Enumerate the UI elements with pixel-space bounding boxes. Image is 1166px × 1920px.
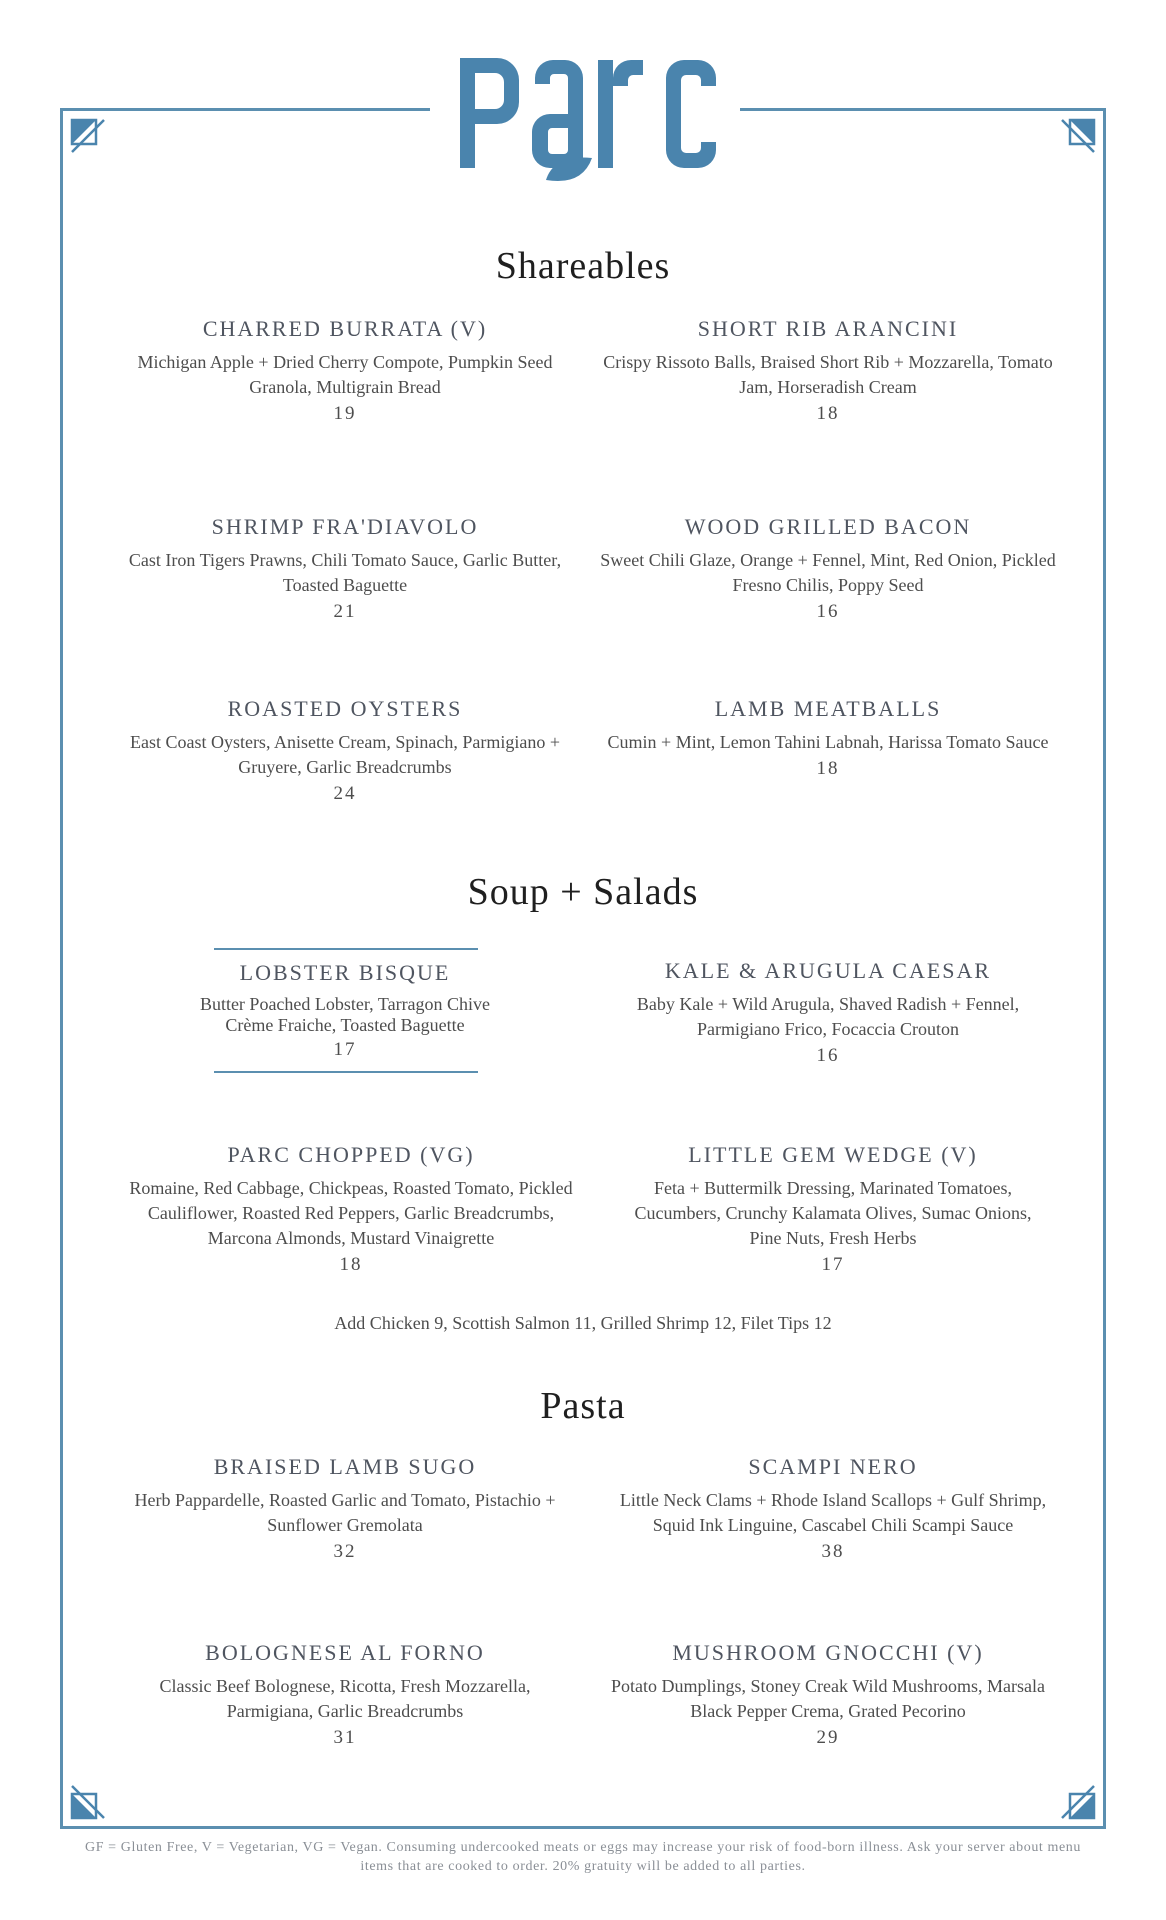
menu-item-featured (115, 960, 575, 1061)
menu-item (598, 1640, 1058, 1749)
item-description: Sweet Chili Glaze, Orange + Fennel, Mint, Red Onion, Pickled Fresno Chilis, Poppy Seed (600, 550, 1056, 595)
menu-item (598, 514, 1058, 623)
item-description: Cast Iron Tigers Prawns, Chili Tomato Sauce, Garlic Butter, Toasted Baguette (128, 550, 562, 595)
menu-item (128, 1142, 574, 1276)
corner-ornament-icon (1058, 116, 1098, 156)
feature-rule-top (214, 948, 478, 950)
item-description: Cumin + Mint, Lemon Tahini Labnah, Harissa Tomato Sauce (607, 732, 1049, 752)
menu-item (115, 696, 575, 805)
section-title-soup-salads: Soup + Salads (467, 871, 699, 913)
item-description: Feta + Buttermilk Dressing, Marinated Tomatoes, Cucumbers, Crunchy Kalamata Olives, Sumac Onions, Pine Nuts, Fresh Herbs (634, 1178, 1032, 1248)
corner-ornament-icon (1058, 1782, 1098, 1822)
menu-item (598, 316, 1058, 425)
menu-item (598, 696, 1058, 780)
salad-addons: Add Chicken 9, Scottish Salmon 11, Grilled Shrimp 12, Filet Tips 12 (334, 1313, 832, 1333)
item-price: 17 (821, 1254, 845, 1275)
footer-disclaimer: GF = Gluten Free, V = Vegetarian, VG = Vegan. Consuming undercooked meats or eggs may increase your risk of food-born illness. Ask your server about menu items that are cooked to order. 20% gratuity will be added to all parties. (84, 1840, 1082, 1874)
item-name: SHORT RIB ARANCINI (697, 316, 959, 341)
item-price: 29 (816, 1727, 840, 1748)
menu-item (115, 1640, 575, 1749)
item-price: 17 (333, 1039, 357, 1060)
item-price: 19 (333, 403, 357, 424)
menu-item (608, 958, 1048, 1067)
item-price: 18 (816, 403, 840, 424)
item-price: 38 (821, 1541, 845, 1562)
item-name: MUSHROOM GNOCCHI (V) (672, 1640, 984, 1665)
item-price: 31 (333, 1727, 357, 1748)
section-title-pasta: Pasta (540, 1385, 626, 1427)
item-price: 21 (333, 601, 357, 622)
item-name: LOBSTER BISQUE (239, 960, 451, 985)
item-price: 18 (339, 1254, 363, 1275)
item-name: WOOD GRILLED BACON (684, 514, 972, 539)
item-name: BRAISED LAMB SUGO (213, 1454, 477, 1479)
item-description: Romaine, Red Cabbage, Chickpeas, Roasted Tomato, Pickled Cauliflower, Roasted Red Peppers, Garlic Breadcrumbs, Marcona Almonds, Mustard Vinaigrette (129, 1178, 573, 1248)
item-name: LAMB MEATBALLS (714, 696, 942, 721)
section-title-shareables: Shareables (495, 245, 671, 287)
item-description: Baby Kale + Wild Arugula, Shaved Radish + Fennel, Parmigiano Frico, Focaccia Crouton (636, 994, 1020, 1039)
item-description: Classic Beef Bolognese, Ricotta, Fresh Mozzarella, Parmigiana, Garlic Breadcrumbs (159, 1676, 531, 1721)
menu-item (618, 1142, 1048, 1276)
item-name: ROASTED OYSTERS (227, 696, 463, 721)
item-name: CHARRED BURRATA (V) (202, 316, 488, 341)
item-price: 16 (816, 601, 840, 622)
menu-item (115, 514, 575, 623)
item-description: Potato Dumplings, Stoney Creak Wild Mushrooms, Marsala Black Pepper Crema, Grated Pecorino (611, 1676, 1045, 1721)
item-name: SHRIMP FRA'DIAVOLO (211, 514, 479, 539)
menu-item (618, 1454, 1048, 1563)
menu-item (115, 316, 575, 425)
item-description: Crispy Rissoto Balls, Braised Short Rib + Mozzarella, Tomato Jam, Horseradish Cream (603, 352, 1053, 397)
item-name: KALE & ARUGULA CAESAR (664, 958, 992, 983)
item-description: East Coast Oysters, Anisette Cream, Spinach, Parmigiano + Gruyere, Garlic Breadcrumbs (129, 732, 561, 777)
menu-item (115, 1454, 575, 1563)
corner-ornament-icon (68, 116, 108, 156)
item-price: 32 (333, 1541, 357, 1562)
parc-logo (440, 40, 740, 190)
item-price: 24 (333, 783, 357, 804)
item-name: LITTLE GEM WEDGE (V) (688, 1142, 978, 1167)
feature-rule-bottom (214, 1071, 478, 1073)
item-description: Butter Poached Lobster, Tarragon Chive Crème Fraiche, Toasted Baguette (199, 994, 491, 1035)
item-description: Little Neck Clams + Rhode Island Scallops + Gulf Shrimp, Squid Ink Linguine, Cascabel Chili Scampi Sauce (619, 1490, 1047, 1535)
corner-ornament-icon (68, 1782, 108, 1822)
item-price: 18 (816, 758, 840, 779)
item-name: BOLOGNESE AL FORNO (205, 1640, 485, 1665)
item-name: SCAMPI NERO (748, 1454, 918, 1479)
item-description: Herb Pappardelle, Roasted Garlic and Tomato, Pistachio + Sunflower Gremolata (134, 1490, 556, 1535)
item-description: Michigan Apple + Dried Cherry Compote, Pumpkin Seed Granola, Multigrain Bread (137, 352, 553, 397)
item-name: PARC CHOPPED (VG) (227, 1142, 475, 1167)
item-price: 16 (816, 1045, 840, 1066)
